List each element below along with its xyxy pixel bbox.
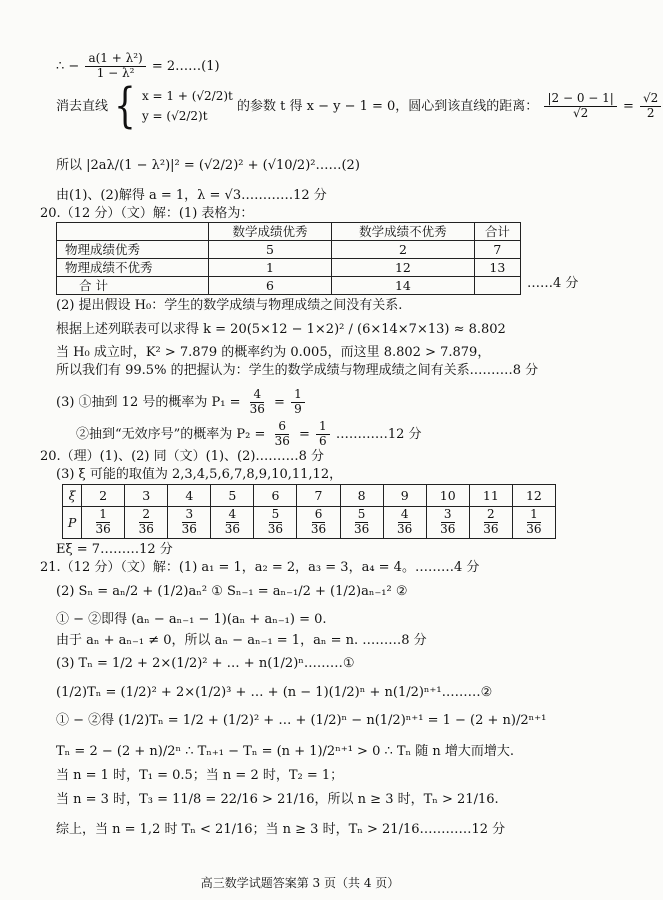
line-18: 由于 aₙ + aₙ₋₁ ≠ 0，所以 aₙ − aₙ₋₁ = 1，aₙ = n. ………8 分 [56,633,427,648]
distribution-table [62,484,556,539]
line-14: Eξ = 7………12 分 [56,542,173,557]
table1-score: ……4 分 [527,276,579,291]
line-12: 20.（理）(1)、(2) 同（文）(1)、(2).………8 分 [40,449,325,464]
distance-result: $\frac{√2}{2}$ [640,92,661,121]
table-row-p: P $\frac{1}{36}$ $\frac{2}{36}$ $\frac{3}{36}$ $\frac{4}{36}$ $\frac{5}{36}$ $\frac{6}{36}$ $\frac{5}{36}$ $\frac{4}{36}$ $\frac{3}{36}$ $\frac{2}{36}$ $\frac{1}{36}$ [63,507,556,539]
line-4: 由(1)、(2)解得 a = 1，λ = √3…………12 分 [56,188,327,203]
line-6: (2) 提出假设 H₀：学生的数学成绩与物理成绩之间没有关系. [56,298,403,313]
table-row: 合 计 6 14 [57,277,521,295]
line-11: ②抽到“无效序号”的概率为 P₂ = $\frac{6}{36}$ = $\frac{1}{6}$ …………12 分 [76,419,422,448]
line-25: 综上，当 n = 1,2 时 Tₙ < 21/16；当 n ≥ 3 时，Tₙ > 21/16…………12 分 [56,822,506,837]
table-row: 物理成绩不优秀 1 12 13 [57,259,521,277]
line-22: Tₙ = 2 − (2 + n)/2ⁿ ∴ Tₙ₊₁ − Tₙ = (n + 1)/2ⁿ⁺¹ > 0 ∴ Tₙ 随 n 增大而增大. [56,744,515,759]
line-7: 根据上述列联表可以求得 k = 20(5×12 − 1×2)² / (6×14×7×13) ≈ 8.802 [56,322,506,337]
line-15: 21.（12 分）（文）解：(1) a₁ = 1，a₂ = 2，a₃ = 3，a₄ = 4。………4 分 [40,560,480,575]
line-3: 所以 |2aλ/(1 − λ²)|² = (√2/2)² + (√10/2)²……(2) [56,158,360,173]
line-9: 所以我们有 99.5% 的把握认为：学生的数学成绩与物理成绩之间有关系.………8 分 [56,363,539,378]
line-16: (2) Sₙ = aₙ/2 + (1/2)aₙ² ① Sₙ₋₁ = aₙ₋₁/2 + (1/2)aₙ₋₁² ② [56,584,408,599]
left-brace: { [114,78,136,135]
line-10: (3) ①抽到 12 号的概率为 P₁ = $\frac{4}{36}$ = $\frac{1}{9}$ [56,388,307,417]
distance-fraction: $\frac{|2 - 0 - 1|}{√2}$ [544,92,616,121]
table-row: 数学成绩优秀 数学成绩不优秀 合计 [57,223,521,241]
param-equations: x = 1 + (√2/2)t y = (√2/2)t [141,89,233,124]
line-5: 20.（12 分）（文）解：(1) 表格为： [40,206,254,221]
line-13: (3) ξ 可能的取值为 2,3,4,5,6,7,8,9,10,11,12， [56,467,343,482]
table-row-xi: ξ 2 3 4 5 6 7 8 9 10 11 12 [63,485,556,507]
line-1: ∴ − $\frac{\text{a(1 + λ²)}}{\text{1 − λ²}}$ = 2……(1) [56,51,220,80]
line-17: ① − ②即得 (aₙ − aₙ₋₁ − 1)(aₙ + aₙ₋₁) = 0. [56,612,327,627]
table-row: 物理成绩优秀 5 2 7 [57,241,521,259]
line-8: 当 H₀ 成立时，K² > 7.879 的概率约为 0.005，而这里 8.802 > 7.879， [56,345,491,360]
fraction-1: $\frac{\text{a(1 + λ²)}}{\text{1 − λ²}}$ [85,52,145,81]
line-2: 消去直线 { x = 1 + (√2/2)t y = (√2/2)t 的参数 t 得 x − y − 1 = 0，圆心到该直线的距离： $\frac{|2 - 0 - 1|}{√2}$ = $\frac{√2}{2}$ [56,86,663,127]
line-19: (3) Tₙ = 1/2 + 2×(1/2)² + … + n(1/2)ⁿ………① [56,656,355,671]
page-footer: 高三数学试题答案第 3 页（共 4 页） [200,876,400,890]
line-20: (1/2)Tₙ = (1/2)² + 2×(1/2)³ + … + (n − 1)(1/2)ⁿ + n(1/2)ⁿ⁺¹………② [56,685,493,700]
line-24: 当 n = 3 时，T₃ = 11/8 = 22/16 > 21/16，所以 n ≥ 3 时，Tₙ > 21/16. [56,792,499,807]
line-21: ① − ②得 (1/2)Tₙ = 1/2 + (1/2)² + … + (1/2)ⁿ − n(1/2)ⁿ⁺¹ = 1 − (2 + n)/2ⁿ⁺¹ [56,713,547,728]
contingency-table [56,222,521,295]
line-23: 当 n = 1 时，T₁ = 0.5；当 n = 2 时，T₂ = 1； [56,768,344,783]
